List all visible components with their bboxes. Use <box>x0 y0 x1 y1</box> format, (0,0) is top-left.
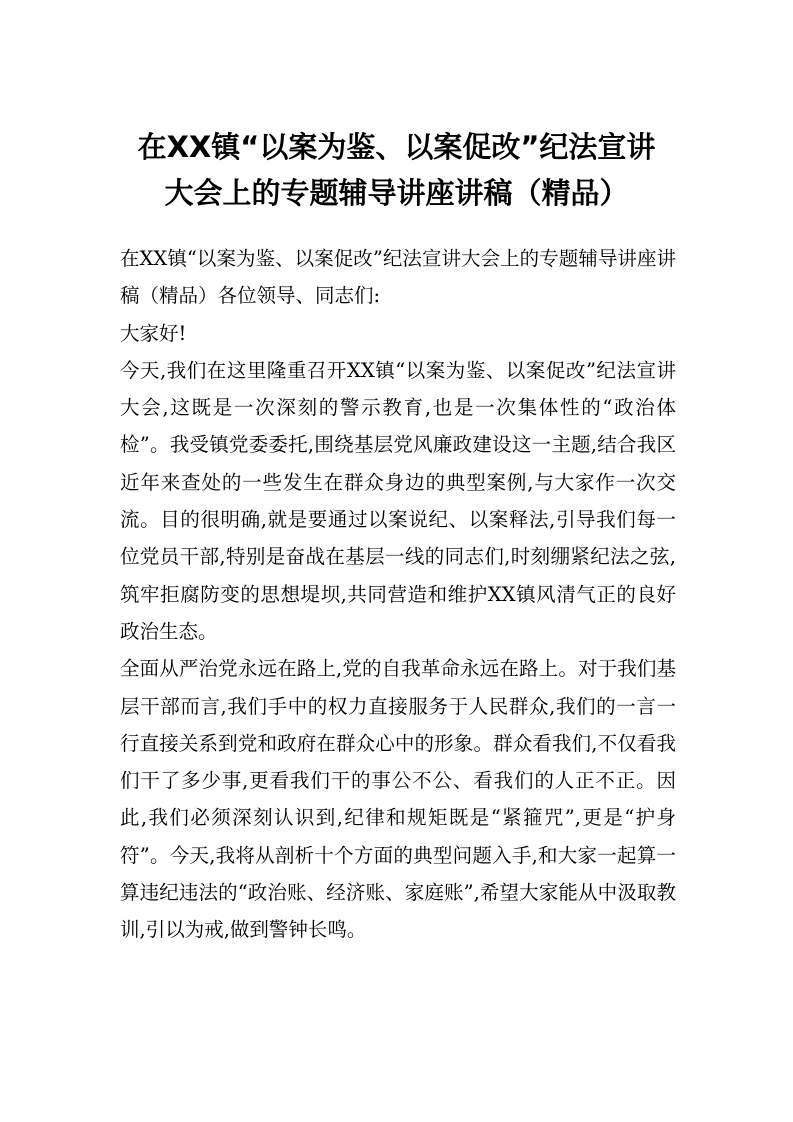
document-title-line-2: 大会上的专题辅导讲座讲稿（精品） <box>164 176 629 210</box>
document-title-line-1: 在XX镇“以案为鉴、以案促改”纪法宣讲 <box>137 130 656 164</box>
paragraph-heading-greeting: 在XX镇“以案为鉴、以案促改”纪法宣讲大会上的专题辅导讲座讲稿（精品）各位领导、同志们: <box>120 247 676 308</box>
document-body <box>120 240 676 949</box>
paragraph-salutation: 大家好! <box>120 321 187 345</box>
paragraph-main-point: 全面从严治党永远在路上,党的自我革命永远在路上。对于我们基层干部而言,我们手中的权力直接服务于人民群众,我们的一言一行直接关系到党和政府在群众心中的形象。群众看我们,不仅看我们干了多少事,更看我们干的事公不公、看我们的人正不正。因此,我们必须深刻认识到,纪律和规矩既是“紧箍咒”,更是“护身符”。今天,我将从剖析十个方面的典型问题入手,和大家一起算一算违纪违法的“政治账、经济账、家庭账”,希望大家能从中汲取教训,引以为戒,做到警钟长鸣。 <box>120 657 676 942</box>
paragraph-introduction: 今天,我们在这里隆重召开XX镇“以案为鉴、以案促改”纪法宣讲大会,这既是一次深刻的警示教育,也是一次集体性的“政治体检”。我受镇党委委托,围绕基层党风廉政建设这一主题,结合我区近年来查处的一些发生在群众身边的典型案例,与大家作一次交流。目的很明确,就是要通过以案说纪、以案释法,引导我们每一位党员干部,特别是奋战在基层一线的同志们,时刻绷紧纪法之弦,筑牢拒腐防变的思想堤坝,共同营造和维护XX镇风清气正的良好政治生态。 <box>120 358 676 643</box>
